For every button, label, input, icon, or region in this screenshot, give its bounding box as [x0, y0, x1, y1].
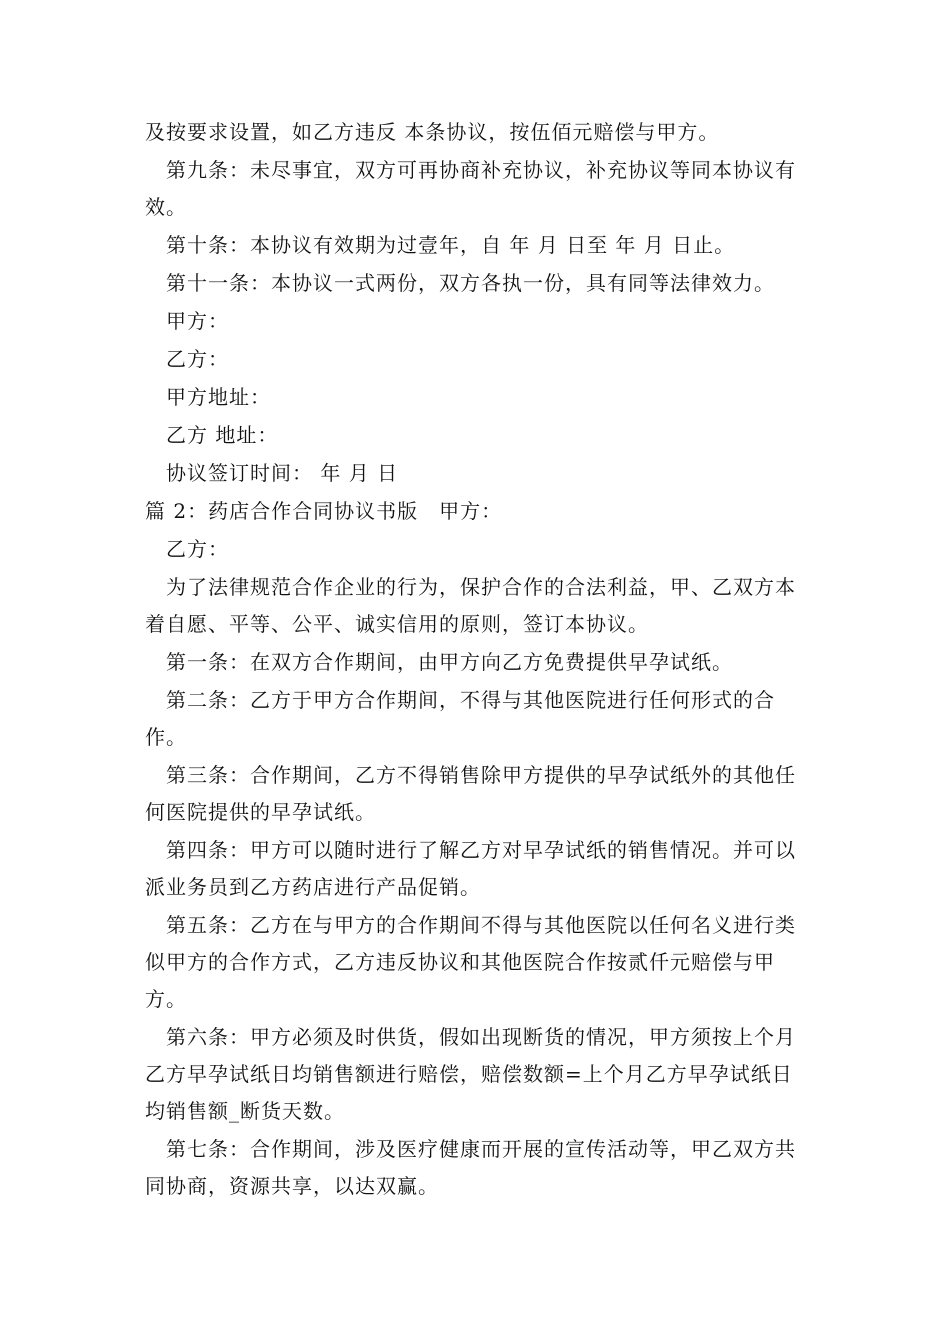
clause-3: 第三条：合作期间，乙方不得销售除甲方提供的早孕试纸外的其他任何医院提供的早孕试纸。 [145, 763, 796, 824]
signing-date-line: 协议签订时间： 年 月 日 [166, 461, 399, 485]
clause-7: 第七条：合作期间，涉及医疗健康而开展的宣传活动等，甲乙双方共同协商，资源共享，以达双赢。 [145, 1137, 796, 1198]
clause-5: 第五条：乙方在与甲方的合作期间不得与其他医院以任何名义进行类似甲方的合作方式，乙方违反协议和其他医院合作按贰仟元赔偿与甲方。 [145, 913, 796, 1011]
clause-6: 第六条：甲方必须及时供货，假如出现断货的情况，甲方须按上个月乙方早孕试纸日均销售额进行赔偿，赔偿数额=上个月乙方早孕试纸日均销售额_断货天数。 [145, 1025, 796, 1123]
party-a-signature-line: 甲方： [166, 309, 229, 333]
clause-11: 第十一条：本协议一式两份，双方各执一份，具有同等法律效力。 [166, 271, 775, 295]
clause-9: 第九条：未尽事宜，双方可再协商补充协议，补充协议等同本协议有效。 [145, 158, 796, 219]
document-body [145, 114, 810, 1206]
preamble: 为了法律规范合作企业的行为，保护合作的合法利益，甲、乙双方本着自愿、平等、公平、诚实信用的原则，签订本协议。 [145, 575, 796, 636]
party-b-signature-line: 乙方： [166, 347, 229, 371]
party-b-address-line: 乙方 地址： [166, 423, 279, 447]
party-a-address-line: 甲方地址： [166, 385, 271, 409]
section-heading: 篇 2：药店合作合同协议书版 甲方： [145, 499, 503, 523]
clause-1: 第一条：在双方合作期间，由甲方向乙方免费提供早孕试纸。 [166, 650, 733, 674]
clause-10: 第十条：本协议有效期为过壹年，自 年 月 日至 年 月 日止。 [166, 233, 736, 257]
paragraph-continuation: 及按要求设置，如乙方违反 本条协议，按伍佰元赔偿与甲方。 [145, 120, 720, 144]
clause-2: 第二条：乙方于甲方合作期间，不得与其他医院进行任何形式的合作。 [145, 688, 775, 749]
party-b-line: 乙方： [166, 537, 229, 561]
clause-4: 第四条：甲方可以随时进行了解乙方对早孕试纸的销售情况。并可以派业务员到乙方药店进行产品促销。 [145, 838, 796, 899]
